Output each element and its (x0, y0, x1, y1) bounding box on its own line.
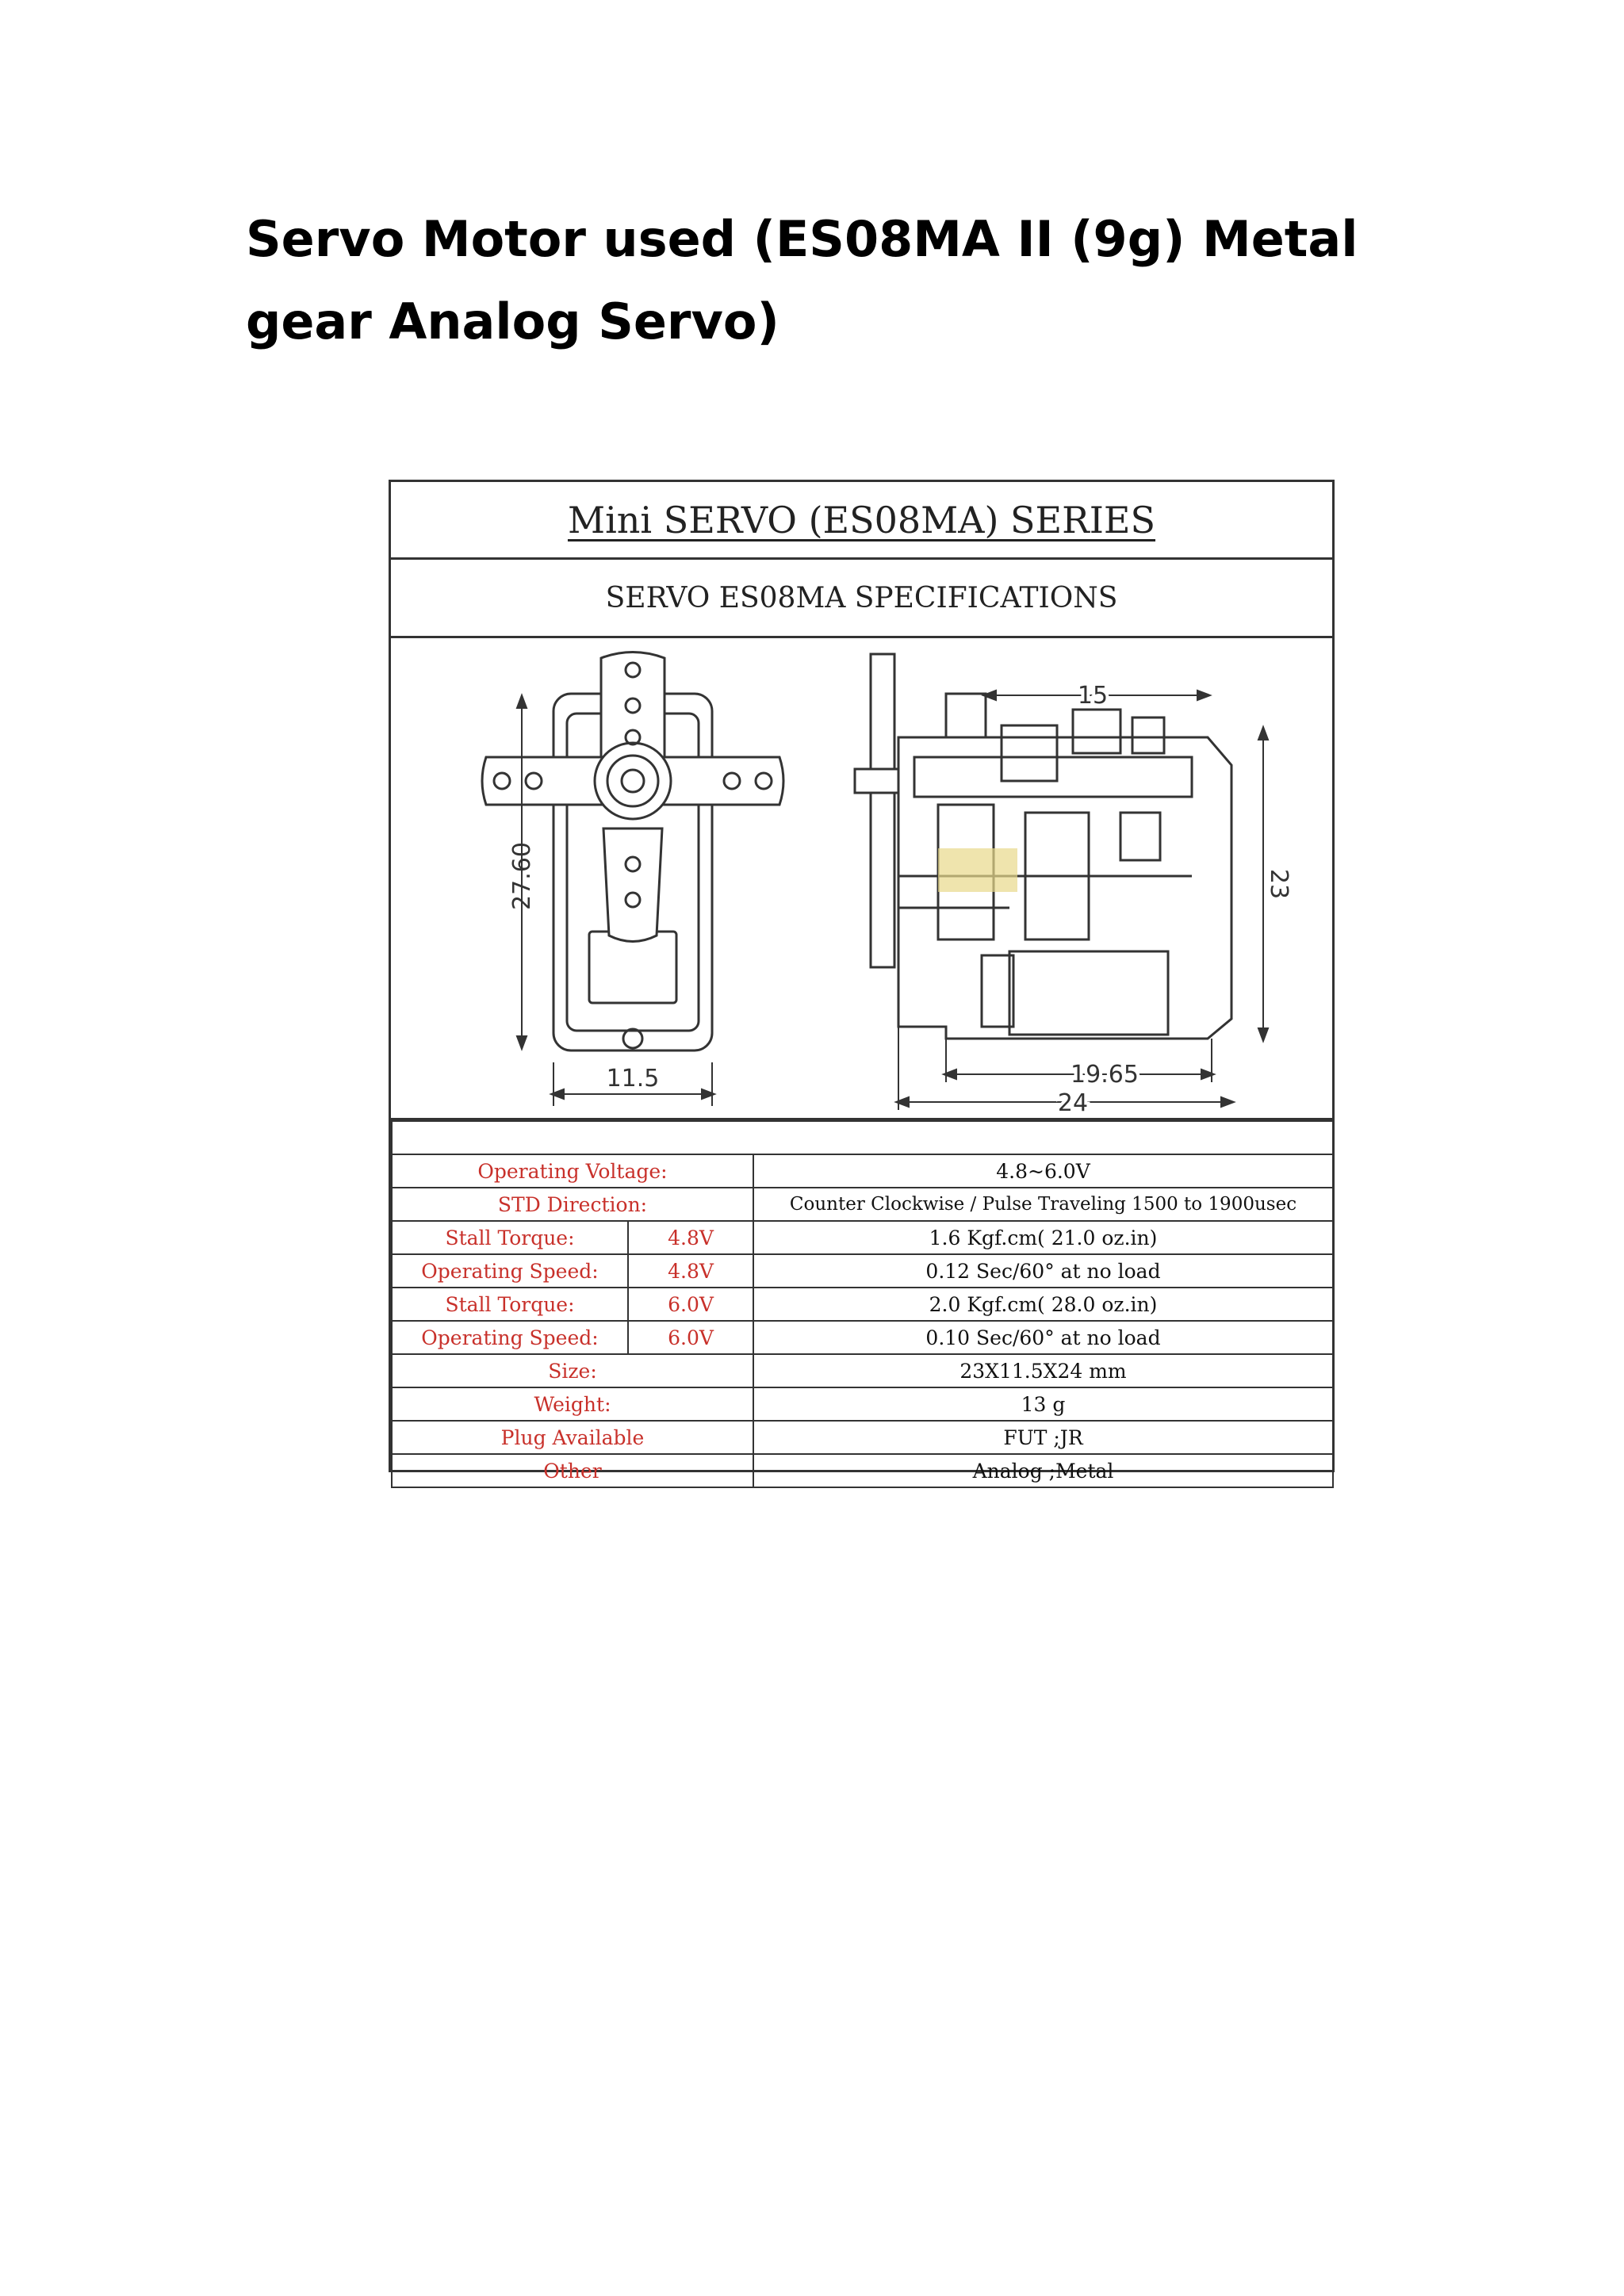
spec-value: 0.10 Sec/60° at no load (753, 1321, 1333, 1354)
spec-sheet (389, 480, 1335, 1483)
table-row (392, 1288, 1333, 1321)
spec-table (391, 1120, 1334, 1488)
table-row (392, 1454, 1333, 1487)
table-row (392, 1321, 1333, 1354)
dim-top-side: 15 (1077, 682, 1109, 710)
sheet-subheader: SERVO ES08MA SPECIFICATIONS (391, 560, 1332, 638)
spec-value: 2.0 Kgf.cm( 28.0 oz.in) (753, 1288, 1333, 1321)
spec-value: FUT ;JR (753, 1421, 1333, 1454)
spec-voltage: 4.8V (628, 1221, 753, 1254)
dim-height-side: 23 (1265, 868, 1293, 900)
spec-value: 0.12 Sec/60° at no load (753, 1254, 1333, 1288)
servo-drawing (391, 638, 1332, 1120)
spec-label: Stall Torque: (392, 1288, 628, 1321)
table-row (392, 1387, 1333, 1421)
table-row (392, 1254, 1333, 1288)
dim-width-front: 11.5 (606, 1065, 660, 1093)
table-row (392, 1154, 1333, 1188)
spec-value: 4.8~6.0V (753, 1154, 1333, 1188)
spec-value: 1.6 Kgf.cm( 21.0 oz.in) (753, 1221, 1333, 1254)
dim-height-front: 27.60 (508, 842, 536, 910)
spec-voltage: 4.8V (628, 1254, 753, 1288)
spec-value: Analog ;Metal (753, 1454, 1333, 1487)
spec-label: Operating Voltage: (392, 1154, 753, 1188)
dim-length-side: 24 (1057, 1089, 1089, 1117)
sheet-header (391, 482, 1332, 560)
spec-voltage: 6.0V (628, 1321, 753, 1354)
spec-label: Stall Torque: (392, 1221, 628, 1254)
servo-technical-drawing (391, 638, 1332, 1118)
servo-side-view (855, 654, 1231, 1039)
series-title: Mini SERVO (ES08MA) SERIES (567, 498, 1156, 541)
page-title: Servo Motor used (ES08MA II (9g) Metal gear Analog Servo) (246, 210, 1358, 350)
spec-label: Other (392, 1454, 753, 1487)
dim-inner-side: 19.65 (1071, 1061, 1139, 1089)
spec-label: Plug Available (392, 1421, 753, 1454)
spec-value: 23X11.5X24 mm (753, 1354, 1333, 1387)
table-row (392, 1221, 1333, 1254)
spec-label: Operating Speed: (392, 1254, 628, 1288)
spec-value: Counter Clockwise / Pulse Traveling 1500 to 1900usec (753, 1188, 1333, 1221)
table-row (392, 1354, 1333, 1387)
spec-label: Weight: (392, 1387, 753, 1421)
table-row (392, 1421, 1333, 1454)
gear-highlight (938, 848, 1017, 892)
spec-label: Operating Speed: (392, 1321, 628, 1354)
spec-value: 13 g (753, 1387, 1333, 1421)
spec-voltage: 6.0V (628, 1288, 753, 1321)
spec-label: Size: (392, 1354, 753, 1387)
table-row (392, 1188, 1333, 1221)
spec-label: STD Direction: (392, 1188, 753, 1221)
